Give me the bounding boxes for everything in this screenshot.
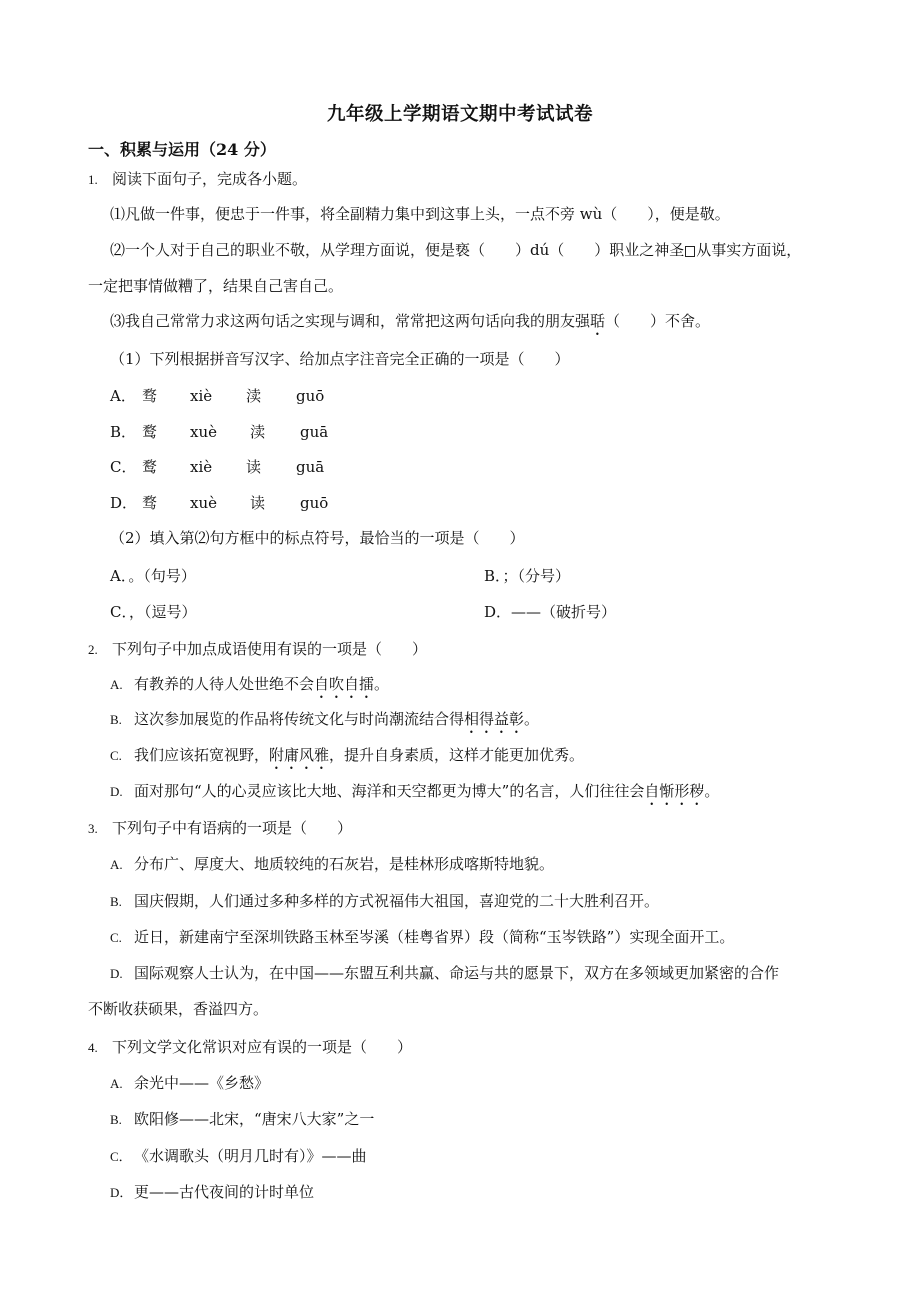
q2-option-c[interactable] [110,744,584,773]
option-text: 。 [704,782,720,800]
stem-text: 下列句子中加点成语使用有误的一项是（ ） [112,640,428,658]
option-text: 这次参加展览的作品将传统文化与时尚潮流结合得 [134,710,465,728]
question-1-stem [88,168,307,191]
q1-sub1-option-c[interactable] [110,456,325,478]
q2-option-d[interactable] [110,780,719,809]
dotted-idiom: 自惭形秽 [644,782,705,800]
question-number: 2. [88,642,98,657]
option-text: 。 [374,675,390,693]
option-text: 分布广、厚度大、地质较纯的石灰岩，是桂林形成喀斯特地貌。 [134,855,555,873]
option-part: guā [300,423,329,441]
dotted-idiom: 相得益彰 [464,710,525,728]
sentence-3-part-c: （ ）不舍。 [605,312,711,330]
question-number: 1. [88,172,98,187]
option-part: xuè [190,494,217,512]
stem-text: 下列文学文化常识对应有误的一项是（ ） [112,1038,413,1056]
dotted-idiom: 自吹自擂 [314,675,375,693]
option-part: 骛 [142,494,158,512]
option-label: D. [110,966,123,981]
q3-option-a[interactable] [110,853,554,876]
option-part: 渎 [250,423,266,441]
question-4-stem [88,1036,412,1059]
question-3-stem [88,817,352,840]
option-part: 读 [246,458,262,476]
option-label: B. [110,1112,122,1127]
sentence-3-part-a: ⑶我自己常常力求这两句话之实现与调和，常常把这两句话向我的朋友强 [110,312,591,330]
option-part: 读 [250,494,266,512]
dotted-idiom: 附庸风雅 [269,746,330,764]
q3-option-c[interactable] [110,926,734,949]
option-part: guō [300,494,329,512]
option-label: A. [110,1076,123,1091]
option-text: 国庆假期，人们通过多种多样的方式祝福伟大祖国，喜迎党的二十大胜利召开。 [134,892,660,910]
option-text: 面对那句“人的心灵应该比大地、海洋和天空都更为博大”的名言，人们往往会 [134,782,645,800]
question-number: 4. [88,1040,98,1055]
option-label: D. [110,784,123,799]
option-text: 欧阳修——北宋，“唐宋八大家”之一 [134,1110,375,1128]
q4-option-b[interactable] [110,1108,374,1131]
option-label: A． [110,387,136,405]
q3-option-d[interactable] [110,962,779,985]
option-part: guō [296,387,325,405]
q1-sub-question-2: （2）填入第⑵句方框中的标点符号，最恰当的一项是（ ） [110,529,525,547]
sentence-2-part-b: 从事实方面说， [696,241,802,259]
option-label: D． [110,1185,133,1200]
option-text: 近日，新建南宁至深圳铁路玉林至岑溪（桂粤省界）段（简称“玉岑铁路”）实现全面开工。 [134,928,735,946]
option-part: 鹜 [142,423,158,441]
stem-text: 阅读下面句子，完成各小题。 [112,170,308,188]
option-part: xiè [190,387,213,405]
section-heading: 一、积累与运用（24 分） [88,140,276,159]
q1-sentence-2 [110,239,801,261]
page-title: 九年级上学期语文期中考试试卷 [326,104,593,125]
q3-option-d-cont: 不断收获硕果，香溢四方。 [88,1000,269,1018]
q1-sub1-option-a[interactable] [110,385,325,407]
option-part: xiè [190,458,213,476]
q1-sentence-1: ⑴凡做一件事，便忠于一件事，将全副精力集中到这事上头，一点不旁 wù（ ），便是敬。 [110,205,730,223]
option-text: 《水调歌头（明月几时有）》——曲 [134,1147,367,1165]
option-text: 我们应该拓宽视野， [134,746,270,764]
q1-sentence-3 [110,310,710,339]
q1-sub2-option-b[interactable]: B．；（分号） [484,567,571,585]
q1-sub1-option-d[interactable] [110,492,329,514]
q3-option-b[interactable] [110,890,659,913]
option-text: 。 [524,710,540,728]
option-label: B. [110,894,122,909]
q1-sub1-option-b[interactable] [110,421,329,443]
q4-option-a[interactable] [110,1072,269,1095]
q1-sub2-option-a[interactable]: A．。（句号） [110,567,196,585]
q1-sub2-option-d[interactable]: D．——（破折号） [484,603,617,621]
q4-option-c[interactable] [110,1145,367,1168]
q2-option-a[interactable] [110,673,389,702]
option-label: B. [110,712,122,727]
punctuation-box [685,246,695,257]
dotted-char: 聒 [590,312,606,330]
option-text: 更——古代夜间的计时单位 [134,1183,315,1201]
stem-text: 下列句子中有语病的一项是（ ） [112,819,353,837]
q4-option-d[interactable] [110,1181,314,1204]
question-2-stem [88,638,427,661]
sentence-2-part-a: ⑵一个人对于自己的职业不敬，从学理方面说，便是亵（ ）dú（ ）职业之神圣 [110,241,685,259]
option-text: 余光中——《乡愁》 [134,1074,270,1092]
option-label: D． [110,494,138,512]
option-label: C． [110,1149,132,1164]
option-part: 骛 [142,387,158,405]
q1-sub2-option-c[interactable]: C．，（逗号） [110,603,197,621]
option-label: C. [110,748,122,763]
q1-sentence-2-cont: 一定把事情做糟了，结果自己害自己。 [88,277,344,295]
option-label: C． [110,458,137,476]
option-text: 有教养的人待人处世绝不会 [134,675,315,693]
question-number: 3. [88,821,98,836]
option-label: A. [110,677,123,692]
q1-sub-question-1: （1）下列根据拼音写汉字、给加点字注音完全正确的一项是（ ） [110,350,570,368]
option-text: 国际观察人士认为，在中国——东盟互利共赢、命运与共的愿景下，双方在多领域更加紧密的合作 [134,964,780,982]
option-part: 渎 [246,387,262,405]
option-label: C. [110,930,122,945]
option-label: A. [110,857,123,872]
q2-option-b[interactable] [110,708,539,737]
option-part: guā [296,458,325,476]
option-text: ，提升自身素质，这样才能更加优秀。 [329,746,585,764]
option-part: xuè [190,423,217,441]
option-part: 鹜 [142,458,158,476]
option-label: B． [110,423,137,441]
